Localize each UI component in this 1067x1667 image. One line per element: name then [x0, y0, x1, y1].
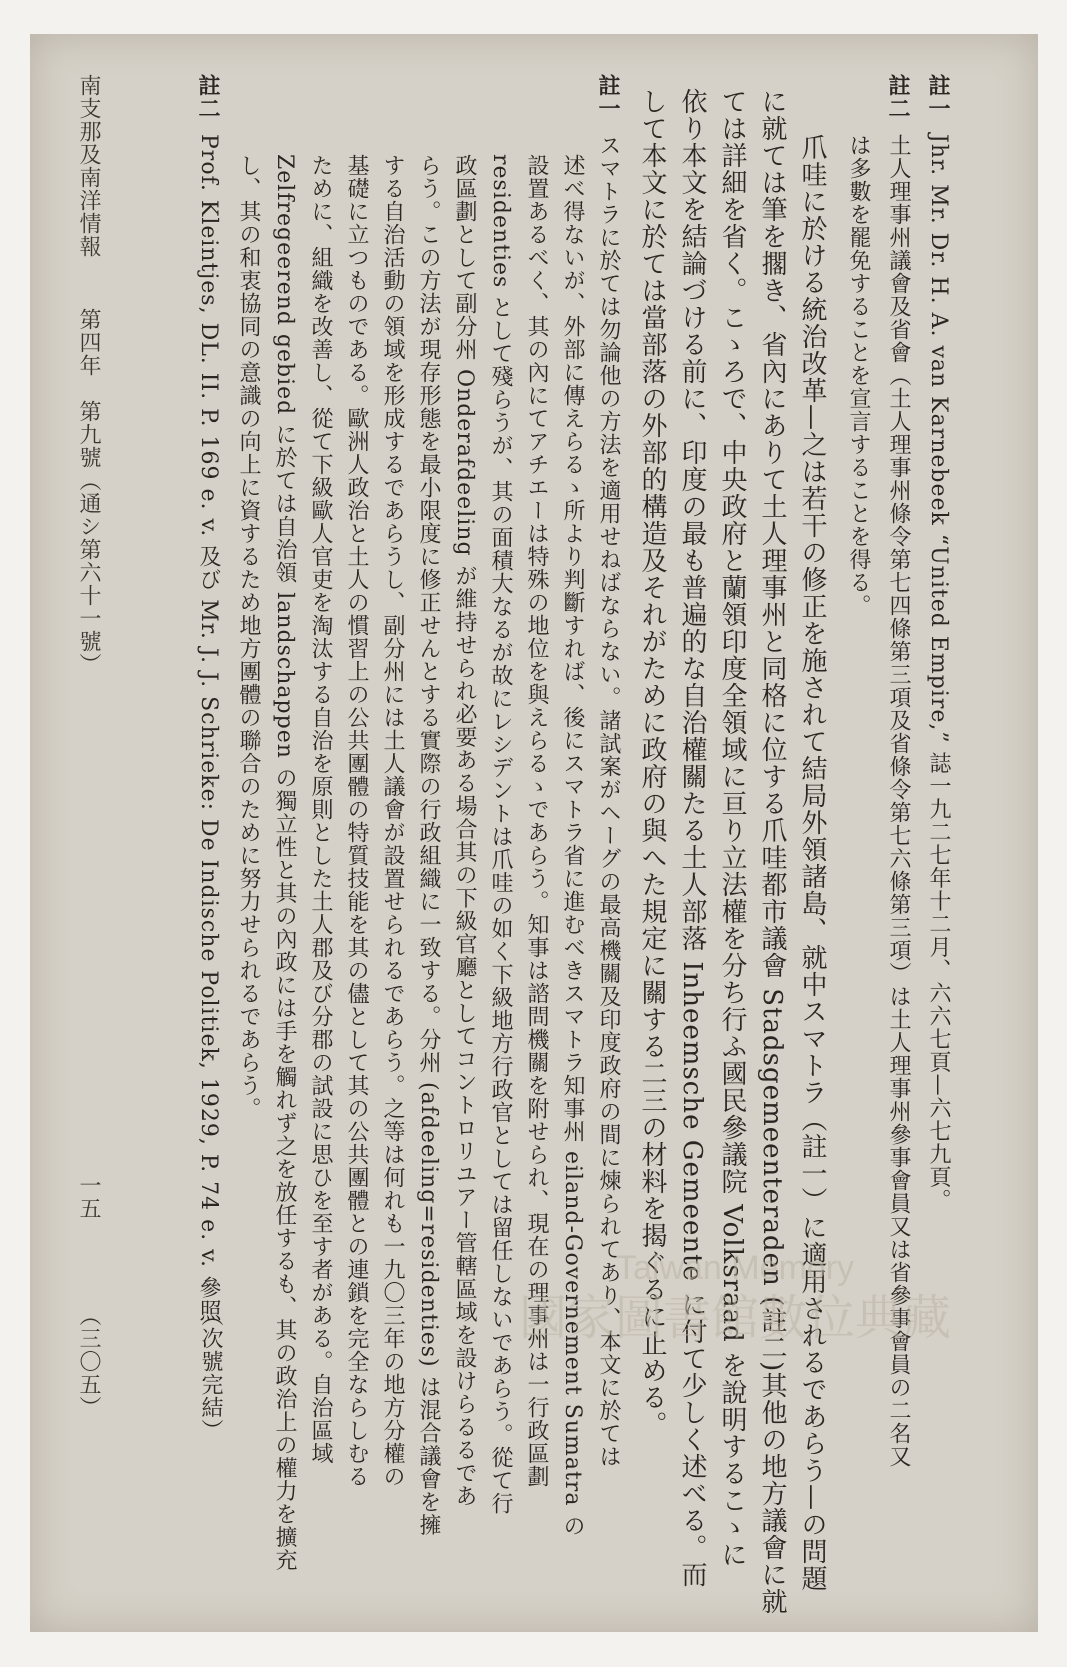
watermark-title: 國家圖書館數位典藏: [518, 1292, 952, 1345]
note-mark: 註二: [195, 74, 221, 120]
note-text: Jhr. Mr. Dr. H. A. van Karnebeek “United Empire,” 誌一九二七年十二月、六六七頁—六七九頁。: [926, 134, 951, 1212]
note-2-line-1: [878, 74, 918, 1468]
note-2-line-2: [838, 134, 878, 617]
note-text: は多數を罷免することを宣言することを得る。: [846, 134, 871, 617]
body-text: 爪哇に於ける統治改革—之は若干の修正を施されて結局外領諸島、就中スマトラ（註一）に適用されるであらう—の問題: [797, 134, 827, 1592]
footnote-1-line-11: [228, 154, 268, 1120]
note-text: Zelfregeerend gebied に於ては自治領 landschappen の獨立性と其の內政には手を觸れず之を放任するも、其の政治上の權力を擴充: [272, 154, 297, 1572]
magazine-title: 南支那及南洋情報: [76, 74, 101, 258]
issue-number: 第四年 第九號（通シ第六十一號）: [76, 308, 101, 676]
body-line-4: [672, 88, 712, 1588]
note-text: ために、組織を改善し、從て下級歐人官吏を淘汰する自治を原則とした土人郡及び分郡の試設に思ひを至す者がある。自治區域: [308, 154, 333, 1465]
running-header: [68, 74, 108, 676]
footnote-1-line-9: [300, 154, 340, 1465]
body-text: ては詳細を省く。こゝろで、中央政府と蘭領印度全領域に亘り立法權を分ち行ふ國民參議院 Volksraad を說明するこゝに: [717, 88, 747, 1569]
footnote-1-line-3: [516, 154, 556, 1488]
body-text: に就ては筆を擱き、省內にありて土人理事州と同格に位する爪哇都市議會 Stadsgemeenteraden (註二)其他の地方議會に就: [757, 88, 787, 1616]
body-line-5: [632, 88, 672, 1438]
note-text: 述べ得ないが、外部に傳えらるゝ所より判斷すれば、後にスマトラ省に進むべきスマトラ知事州 eiland-Governement Sumatra の: [560, 154, 585, 1538]
note-text: する自治活動の領域を形成するであらうし、副分州には土人議會が設置せられるであらう。之等は何れも一九〇三年の地方分權の: [380, 154, 405, 1488]
note-mark: 註一: [925, 74, 951, 120]
footnote-2: [188, 74, 228, 1322]
footnote-1-line-5: [444, 154, 484, 1508]
footnote-1-line-2: [552, 154, 592, 1537]
end-note: （次號完結）: [198, 1304, 223, 1442]
note-text: らう。この方法が現存形態を最小限度に修正せんとする實際の行政組織に一致する。分州 (afdeeling=residenties) は混合議會を擁: [416, 154, 441, 1537]
footnote-1-line-4: [480, 154, 520, 1515]
note-text: 土人理事州議會及省會（土人理事州條令第七四條第三項及省條令第七六條第三項）は土人理事州參事會員又は省參事會員の二名又: [886, 134, 911, 1468]
note-text: し、其の和衷協同の意識の向上に資するため地方團體の聯合のために努力せられるであらう。: [236, 154, 261, 1120]
page-number: 一五: [76, 1174, 101, 1220]
note-text: 設置あるべく、其の內にてアチエーは特殊の地位を與えらるゝであらう。知事は諮問機關を附せられ、現在の理事州は一行政區劃: [524, 154, 549, 1488]
note-text: Prof. Kleintjes, DL. II. P. 169 e. v. 及び Mr. J. J. Schrieke: De Indische Politiek, 1929, P. 74 e. v. 參照: [196, 134, 221, 1322]
body-text: して本文に於ては當部落の外部的構造及それがために政府の與へた規定に關する二三の材料を揭ぐるに止める。: [637, 88, 667, 1438]
body-line-1: [792, 134, 832, 1592]
note-text: 基礎に立つものである。歐洲人政治と土人の慣習上の公共團體の特質技能を其の儘として其の公共團體との連鎖を完全ならしむる: [344, 154, 369, 1488]
footnote-1-line-7: [372, 154, 412, 1488]
note-text: スマトラに於ては勿論他の方法を適用せねばならない。諸試案がヘーグの最高機關及印度政府の間に煉られてあり、本文に於ては: [596, 134, 621, 1468]
note-mark: 註一: [595, 74, 621, 120]
scanned-page: [30, 34, 1038, 1632]
footnote-1-line-1: [588, 74, 628, 1468]
watermark-subtitle: Taiwan Memory: [615, 1249, 855, 1287]
footnote-1-line-10: [264, 154, 304, 1572]
note-text: 政區劃として副分州 Onderafdeeling が維持せられ必要ある場合其の下級官廳としてコントロリユアー管轄區域を設けらるるであ: [452, 154, 477, 1508]
body-line-2: [752, 88, 792, 1615]
footnote-1-line-8: [336, 154, 376, 1488]
note-mark: 註二: [885, 74, 911, 120]
footnote-1-line-6: [408, 154, 448, 1537]
note-text: residenties として殘らうが、其の面積大なるが故にレシデントは爪哇の如く下級地方行政官としては留任しないであらう。從て行: [488, 154, 513, 1516]
body-line-3: [712, 88, 752, 1568]
note-1-citation: [918, 74, 958, 1212]
body-text: 依り本文を結論づける前に、印度の最も普遍的な自治權關たる土人部落 Inheemsche Gemeente に付て少しく述べる。而: [677, 88, 707, 1589]
volume-page-number: （三〇五）: [76, 1304, 101, 1419]
